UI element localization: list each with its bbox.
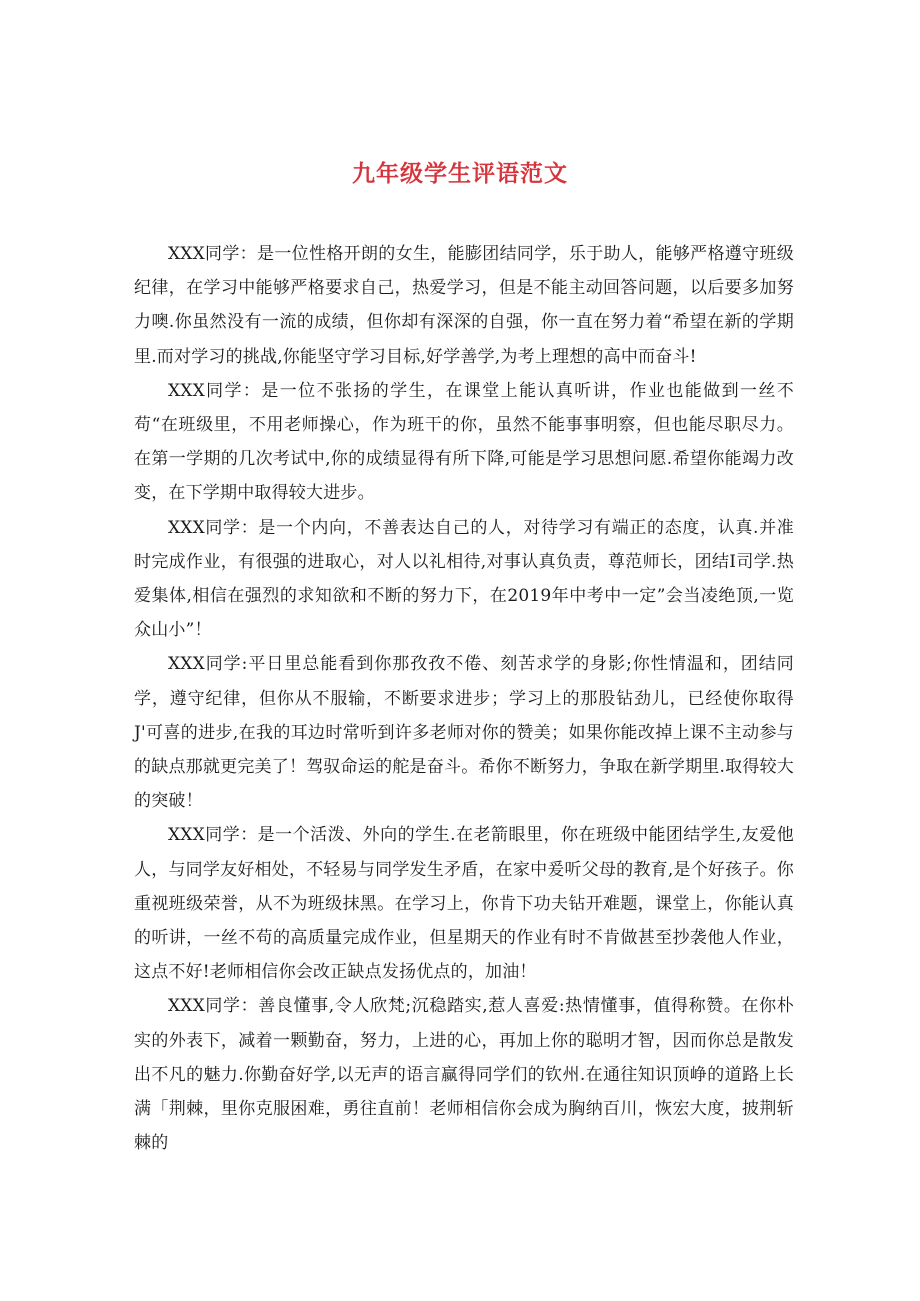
comment-paragraph: XXX同学：是一个内向，不善表达自己的人，对待学习有端正的态度，认真.并准时完成作业，有很强的进取心，对人以礼相待,对事认真负责，尊范师长，团结I司学.热爱集体,相信在强烈的求知欲和不断的努力下，在2019年中考中一定”会当凌绝顶,一览众山小”！ (134, 517, 794, 641)
comment-paragraph: XXX同学：是一个活泼、外向的学生.在老箭眼里，你在班级中能团结学生,友爱他人，与同学友好相处，不轻易与同学发生矛盾，在家中爰听父母的教育,是个好孩子。你重视班级荣誉，从不为班级抹黑。在学习上，你肯下功夫钻开难题，课堂上，你能认真的听讲，一丝不苟的高质量完成作业，但星期天的作业有时不肯做甚至抄袭他人作业，这点不好!老师相信你会改正缺点发扬优点的，加油！ (134, 825, 794, 983)
comment-paragraph: XXX同学:平日里总能看到你那孜孜不倦、刻苦求学的身影;你性情温和，团结同学，遵守纪律，但你从不服输，不断要求进步；学习上的那股钻劲儿，已经使你取得J'可喜的进步,在我的耳边时常听到许多老师对你的赞美；如果你能改掉上课不主动参与的缺点那就更完美了！驾驭命运的舵是奋斗。希你不断努力，争取在新学期里.取得较大的突破！ (134, 654, 794, 812)
comment-paragraph: XXX同学：善良懂事,令人欣梵;沉稳踏实,惹人喜爱:热情懂事，值得称赞。在你朴实的外表下，减着一颗勤奋，努力，上进的心，再加上你的聪明才智，因而你总是散发出不凡的魅力.你勤奋好学,以无声的语言赢得同学们的钦州.在通往知识顶峥的道路上长满「荆棘，里你克服困难，勇往直前！老师相信你会成为胸纳百川，恢宏大度，披荆斩棘的 (134, 996, 794, 1154)
document-body (134, 237, 794, 1160)
comment-paragraph: XXX同学：是一位性格开朗的女生，能膨团结同学，乐于助人，能够严格遵守班级纪律，在学习中能够严格要求自己，热爱学习，但是不能主动回答问题，以后要多加努力噢.你虽然没有一流的成绩，但你却有深深的自强，你一直在努力着“希望在新的学期里.而对学习的挑战,你能坚守学习目标,好学善学,为考上理想的高中而奋斗! (134, 244, 794, 367)
comment-paragraph: XXX同学：是一位不张扬的学生，在课堂上能认真听讲，作业也能做到一丝不苟“在班级里，不用老师操心，作为班干的你，虽然不能事事明察，但也能尽职尽力。在第一学期的几次考试中,你的成绩显得有所下降,可能是学习思想问愿.希望你能竭力改变，在下学期中取得较大进步。 (134, 380, 794, 504)
document-title: 九年级学生评语范文 (352, 160, 568, 187)
